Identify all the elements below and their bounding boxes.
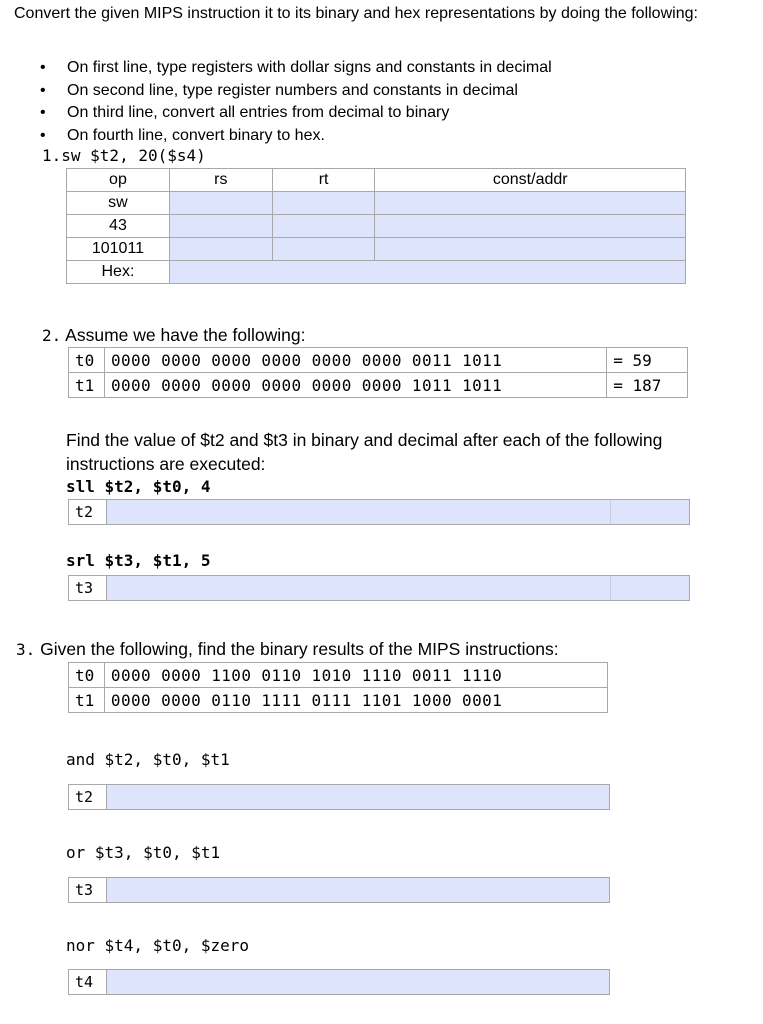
rt-input[interactable] bbox=[272, 238, 375, 261]
register-name: t1 bbox=[69, 688, 105, 713]
table-row bbox=[69, 373, 688, 398]
hex-label: Hex: bbox=[67, 261, 170, 284]
const-input[interactable] bbox=[375, 238, 686, 261]
header-op: op bbox=[67, 169, 170, 192]
t2-decimal-input[interactable] bbox=[611, 500, 689, 524]
q2-prompt: Find the value of $t2 and $t3 in binary and decimal after each of the following instructions are executed: bbox=[66, 430, 663, 474]
q2-register-table bbox=[68, 347, 688, 398]
q2-instr1: sll $t2, $t0, 4 bbox=[66, 477, 211, 496]
register-value: = 187 bbox=[607, 373, 688, 398]
q3-answer3 bbox=[68, 969, 610, 995]
q3-instr2: or $t3, $t0, $t1 bbox=[66, 843, 221, 862]
q3-answer2 bbox=[68, 877, 610, 903]
answer-label: t3 bbox=[69, 878, 107, 902]
answer-label: t4 bbox=[69, 970, 107, 994]
register-bits: 0000 0000 0110 1111 0111 1101 1000 0001 bbox=[104, 688, 607, 713]
q1-header bbox=[42, 146, 206, 166]
q3-heading: Given the following, find the binary results of the MIPS instructions: bbox=[40, 639, 559, 659]
header-const: const/addr bbox=[375, 169, 686, 192]
register-value: = 59 bbox=[607, 348, 688, 373]
register-bits: 0000 0000 1100 0110 1010 1110 0011 1110 bbox=[104, 663, 607, 688]
t3-decimal-input[interactable] bbox=[611, 576, 689, 600]
header-rs: rs bbox=[169, 169, 272, 192]
q2-answer2 bbox=[68, 575, 690, 601]
q2-answer1 bbox=[68, 499, 690, 525]
table-row bbox=[67, 192, 686, 215]
rs-input[interactable] bbox=[169, 192, 272, 215]
bullet-item: • On first line, type registers with dollar signs and constants in decimal bbox=[40, 57, 552, 80]
t2-binary-input[interactable] bbox=[107, 500, 611, 524]
answer-label: t2 bbox=[69, 500, 107, 524]
t3-input[interactable] bbox=[107, 878, 609, 902]
rt-input[interactable] bbox=[272, 215, 375, 238]
rt-input[interactable] bbox=[272, 192, 375, 215]
register-name: t0 bbox=[69, 663, 105, 688]
q3-instr3: nor $t4, $t0, $zero bbox=[66, 936, 250, 955]
bullet-item: • On second line, type register numbers and constants in decimal bbox=[40, 80, 552, 103]
table-row bbox=[69, 348, 688, 373]
instruction-list bbox=[40, 57, 552, 147]
const-input[interactable] bbox=[375, 215, 686, 238]
register-name: t1 bbox=[69, 373, 105, 398]
register-bits: 0000 0000 0000 0000 0000 0000 0011 1011 bbox=[104, 348, 606, 373]
q1-table bbox=[66, 168, 686, 284]
q1-instruction: sw $t2, 20($s4) bbox=[61, 146, 206, 165]
q2-number: 2. bbox=[42, 326, 62, 345]
answer-label: t3 bbox=[69, 576, 107, 600]
t3-binary-input[interactable] bbox=[107, 576, 611, 600]
hex-input[interactable] bbox=[169, 261, 685, 284]
q3-instr1: and $t2, $t0, $t1 bbox=[66, 750, 230, 769]
rs-input[interactable] bbox=[169, 215, 272, 238]
op-cell: 101011 bbox=[67, 238, 170, 261]
table-row bbox=[67, 238, 686, 261]
t4-input[interactable] bbox=[107, 970, 609, 994]
bullet-item: • On third line, convert all entries from decimal to binary bbox=[40, 102, 552, 125]
op-cell: sw bbox=[67, 192, 170, 215]
t2-input[interactable] bbox=[107, 785, 609, 809]
q3-answer1 bbox=[68, 784, 610, 810]
q2-header bbox=[42, 325, 305, 346]
q3-header bbox=[16, 639, 559, 660]
answer-label: t2 bbox=[69, 785, 107, 809]
rs-input[interactable] bbox=[169, 238, 272, 261]
q2-instr2: srl $t3, $t1, 5 bbox=[66, 551, 211, 570]
bullet-item: • On fourth line, convert binary to hex. bbox=[40, 125, 552, 148]
op-cell: 43 bbox=[67, 215, 170, 238]
table-row bbox=[67, 261, 686, 284]
table-row bbox=[67, 169, 686, 192]
header-rt: rt bbox=[272, 169, 375, 192]
q3-number: 3. bbox=[16, 640, 36, 659]
table-row bbox=[67, 215, 686, 238]
q1-number: 1. bbox=[42, 146, 62, 165]
table-row bbox=[69, 663, 608, 688]
q3-register-table bbox=[68, 662, 608, 713]
intro-text: Convert the given MIPS instruction it to its binary and hex representations by doing the following: bbox=[14, 5, 698, 22]
table-row bbox=[69, 688, 608, 713]
register-bits: 0000 0000 0000 0000 0000 0000 1011 1011 bbox=[104, 373, 606, 398]
register-name: t0 bbox=[69, 348, 105, 373]
const-input[interactable] bbox=[375, 192, 686, 215]
q2-heading: Assume we have the following: bbox=[65, 325, 306, 345]
